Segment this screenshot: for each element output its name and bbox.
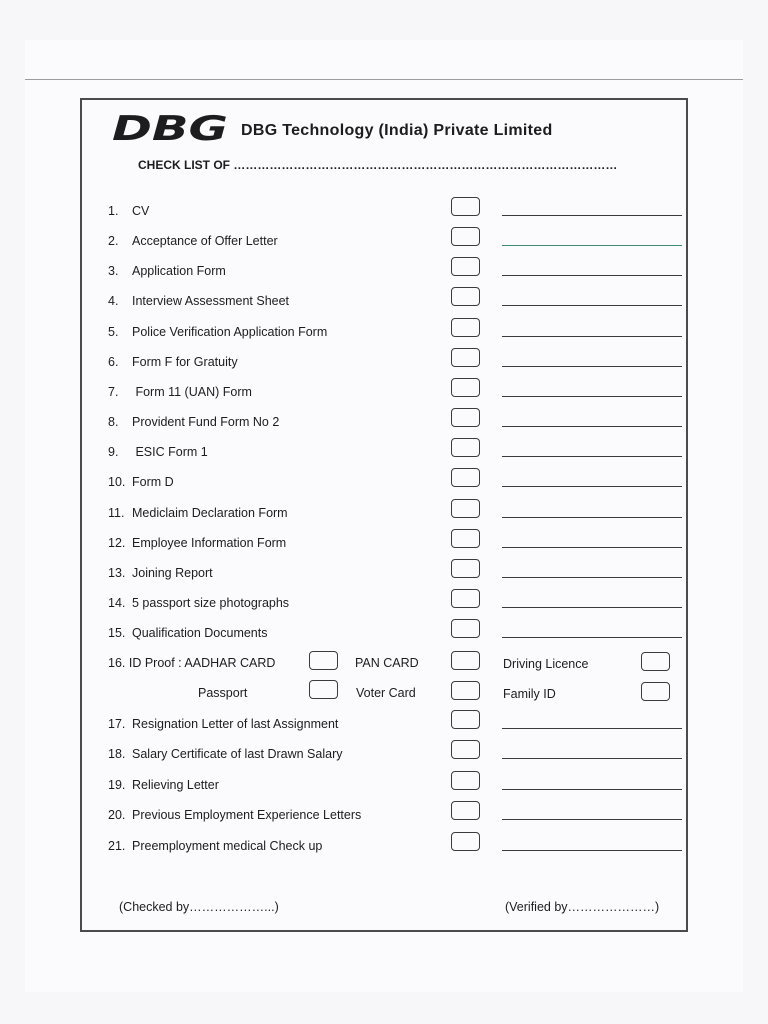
item-text: Employee Information Form xyxy=(132,536,287,550)
remarks-line[interactable] xyxy=(502,637,682,638)
item-number: 18. xyxy=(108,747,126,761)
item-checkbox[interactable] xyxy=(451,227,480,246)
item-number: 15. xyxy=(108,626,126,640)
item-checkbox[interactable] xyxy=(451,197,480,216)
driving-licence-checkbox[interactable] xyxy=(641,652,670,671)
remarks-line[interactable] xyxy=(502,426,682,427)
item-checkbox[interactable] xyxy=(451,257,480,276)
item-text: Joining Report xyxy=(132,566,213,580)
id-proof-label: 16. ID Proof : AADHAR CARD xyxy=(108,656,276,670)
remarks-line[interactable] xyxy=(502,245,682,246)
item-number: 21. xyxy=(108,839,126,853)
remarks-line[interactable] xyxy=(502,336,682,337)
checklist-item-label xyxy=(108,355,238,369)
checklist-item-label xyxy=(108,445,208,459)
checklist-item-label xyxy=(108,808,361,822)
remarks-line[interactable] xyxy=(502,547,682,548)
checklist-item-label xyxy=(108,778,219,792)
checklist-item-label xyxy=(108,626,267,640)
family-id-checkbox[interactable] xyxy=(641,682,670,701)
item-checkbox[interactable] xyxy=(451,740,480,759)
item-checkbox[interactable] xyxy=(451,619,480,638)
item-number: 8. xyxy=(108,415,119,429)
remarks-line[interactable] xyxy=(502,577,682,578)
item-checkbox[interactable] xyxy=(451,408,480,427)
item-number: 13. xyxy=(108,566,126,580)
checklist-item-label xyxy=(108,325,327,339)
logo-text: DBG xyxy=(112,112,228,144)
checklist-item-label xyxy=(108,839,322,853)
item-text: CV xyxy=(132,204,150,218)
remarks-line[interactable] xyxy=(502,819,682,820)
item-number: 20. xyxy=(108,808,126,822)
item-number: 3. xyxy=(108,264,119,278)
item-text: Interview Assessment Sheet xyxy=(132,294,290,308)
item-text: Previous Employment Experience Letters xyxy=(132,808,362,822)
passport-checkbox[interactable] xyxy=(309,680,338,699)
item-text: Mediclaim Declaration Form xyxy=(132,506,288,520)
item-checkbox[interactable] xyxy=(451,378,480,397)
item-checkbox[interactable] xyxy=(451,348,480,367)
family-id-label: Family ID xyxy=(503,687,556,701)
item-text: Application Form xyxy=(132,264,226,278)
checklist-item-label xyxy=(108,385,252,399)
checklist-item-label xyxy=(108,294,289,308)
item-number: 12. xyxy=(108,536,126,550)
pan-card-checkbox[interactable] xyxy=(451,651,480,670)
checklist-item-label xyxy=(108,204,149,218)
item-checkbox[interactable] xyxy=(451,499,480,518)
item-checkbox[interactable] xyxy=(451,438,480,457)
remarks-line[interactable] xyxy=(502,789,682,790)
voter-card-label: Voter Card xyxy=(356,686,416,700)
checklist-item-label xyxy=(108,475,174,489)
remarks-line[interactable] xyxy=(502,758,682,759)
item-number: 14. xyxy=(108,596,126,610)
item-text: ESIC Form 1 xyxy=(132,445,208,459)
remarks-line[interactable] xyxy=(502,850,682,851)
item-text: Police Verification Application Form xyxy=(132,325,328,339)
item-number: 5. xyxy=(108,325,119,339)
item-text: Form F for Gratuity xyxy=(132,355,238,369)
remarks-line[interactable] xyxy=(502,607,682,608)
item-number: 2. xyxy=(108,234,119,248)
item-number: 19. xyxy=(108,778,126,792)
item-checkbox[interactable] xyxy=(451,801,480,820)
item-checkbox[interactable] xyxy=(451,468,480,487)
item-checkbox[interactable] xyxy=(451,529,480,548)
top-rule xyxy=(25,79,743,80)
item-checkbox[interactable] xyxy=(451,287,480,306)
item-checkbox[interactable] xyxy=(451,318,480,337)
item-text: Preemployment medical Check up xyxy=(132,839,323,853)
checklist-item-label xyxy=(108,264,226,278)
item-text: Form 11 (UAN) Form xyxy=(132,385,252,399)
remarks-line[interactable] xyxy=(502,275,682,276)
remarks-line[interactable] xyxy=(502,215,682,216)
checklist-item-label xyxy=(108,415,279,429)
remarks-line[interactable] xyxy=(502,517,682,518)
verified-by: (Verified by…………………) xyxy=(505,900,660,914)
checklist-item-label xyxy=(108,717,338,731)
checklist-item-label xyxy=(108,536,286,550)
driving-licence-label: Driving Licence xyxy=(503,657,589,671)
item-number: 11. xyxy=(108,506,125,520)
checklist-item-label xyxy=(108,234,278,248)
pan-card-label: PAN CARD xyxy=(355,656,419,670)
item-text: 5 passport size photographs xyxy=(132,596,290,610)
item-text: Form D xyxy=(132,475,174,489)
item-text: Salary Certificate of last Drawn Salary xyxy=(132,747,343,761)
item-number: 4. xyxy=(108,294,119,308)
item-checkbox[interactable] xyxy=(451,710,480,729)
checklist-title: CHECK LIST OF …………………………………………………………………………………… xyxy=(138,158,618,172)
item-number: 6. xyxy=(108,355,119,369)
remarks-line[interactable] xyxy=(502,486,682,487)
item-number: 10. xyxy=(108,475,126,489)
remarks-line[interactable] xyxy=(502,305,682,306)
checked-by: (Checked by………………...) xyxy=(119,900,279,914)
remarks-line[interactable] xyxy=(502,456,682,457)
checklist-item-label xyxy=(108,566,213,580)
company-name: DBG Technology (India) Private Limited xyxy=(241,122,553,139)
item-text: Qualification Documents xyxy=(132,626,268,640)
checklist-item-label xyxy=(108,596,289,610)
remarks-line[interactable] xyxy=(502,728,682,729)
item-text: Relieving Letter xyxy=(132,778,219,792)
remarks-line[interactable] xyxy=(502,366,682,367)
voter-card-checkbox[interactable] xyxy=(451,681,480,700)
item-checkbox[interactable] xyxy=(451,559,480,578)
checklist-item-label xyxy=(108,506,288,520)
checklist-item-label xyxy=(108,747,343,761)
company-logo xyxy=(110,112,230,144)
item-number: 1. xyxy=(108,204,119,218)
aadhar-checkbox[interactable] xyxy=(309,651,338,670)
remarks-line[interactable] xyxy=(502,396,682,397)
item-checkbox[interactable] xyxy=(451,771,480,790)
item-number: 17. xyxy=(108,717,126,731)
passport-label: Passport xyxy=(198,686,248,700)
item-text: Provident Fund Form No 2 xyxy=(132,415,280,429)
item-text: Resignation Letter of last Assignment xyxy=(132,717,339,731)
item-text: Acceptance of Offer Letter xyxy=(132,234,278,248)
item-number: 7. xyxy=(108,385,119,399)
item-checkbox[interactable] xyxy=(451,832,480,851)
item-checkbox[interactable] xyxy=(451,589,480,608)
item-number: 9. xyxy=(108,445,119,459)
